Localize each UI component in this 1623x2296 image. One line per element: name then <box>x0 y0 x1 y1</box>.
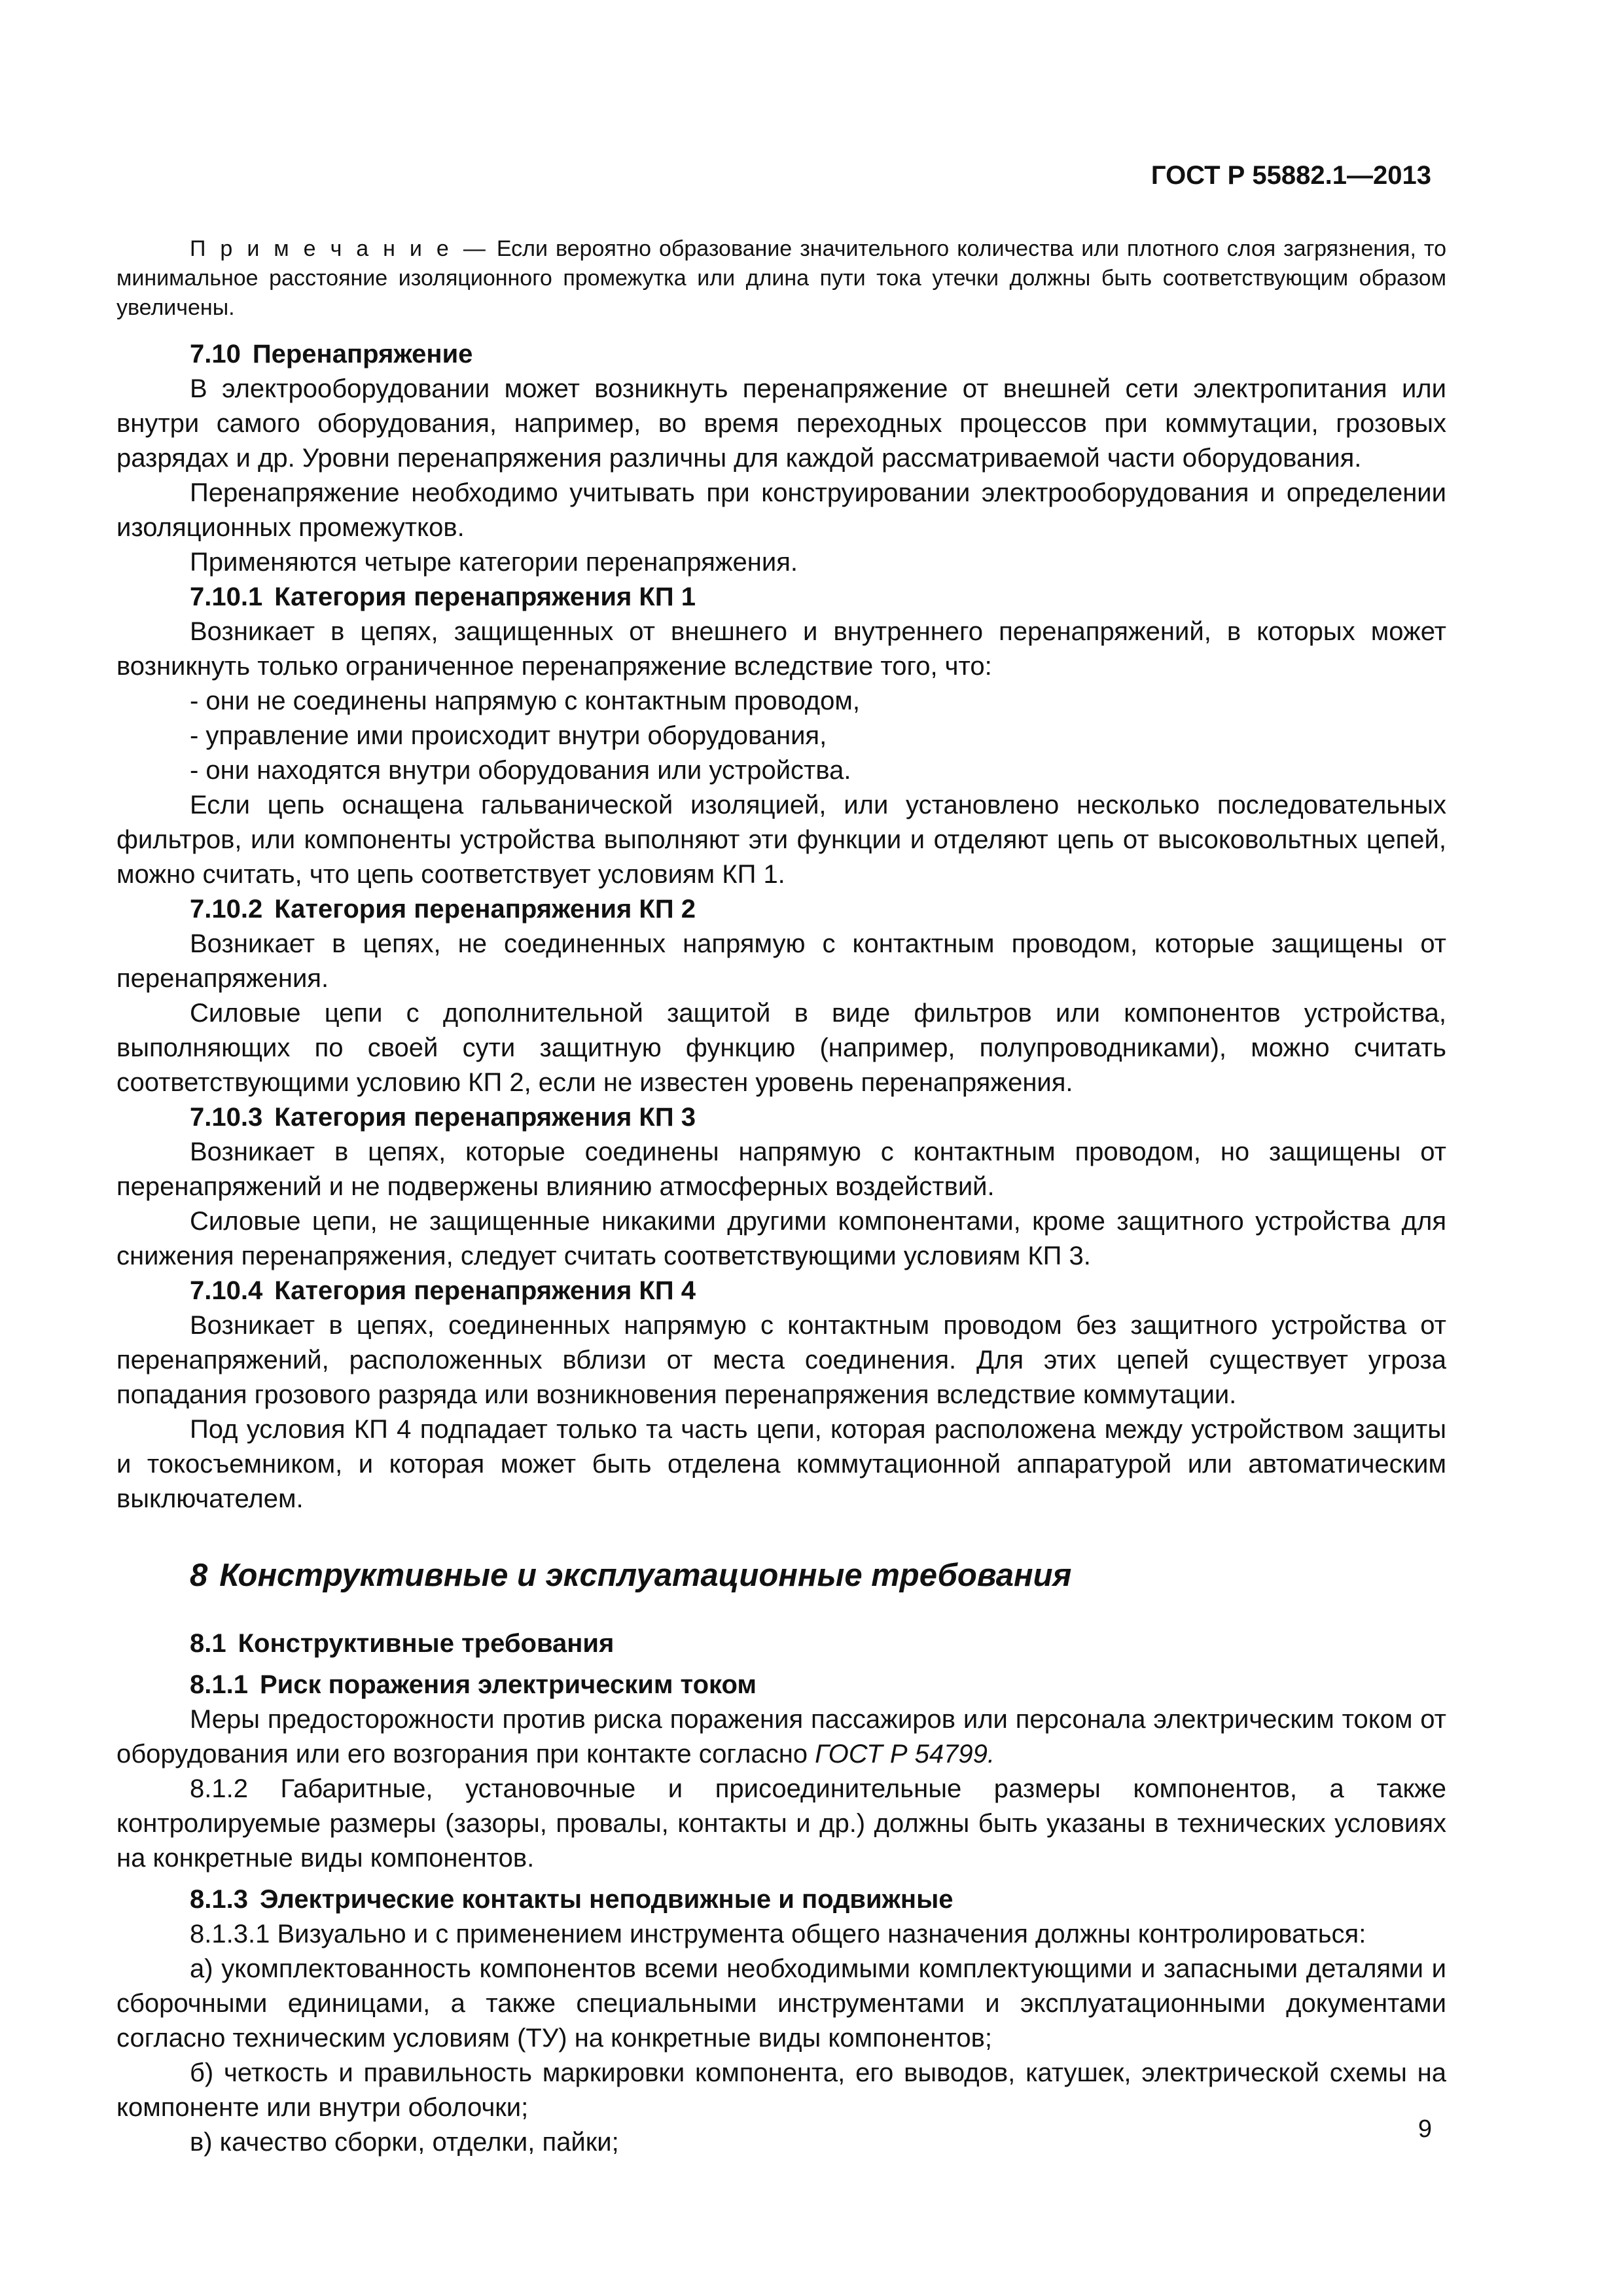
note-label: П р и м е ч а н и е — <box>190 236 489 261</box>
paragraph: В электрооборудовании может возникнуть перенапряжение от внешней сети электропитания или внутри самого оборудования, например, во время переходных процессов при коммутации, грозовых разрядах и др. Уровни перенапряжения различны для каждой рассматриваемой части оборудования. <box>116 374 1446 473</box>
section-number: 8 <box>190 1558 208 1593</box>
page-number: 9 <box>1418 2115 1432 2143</box>
section-7-10-4-heading <box>116 1274 1446 1308</box>
page-content <box>116 234 1446 2160</box>
section-number: 7.10.3 <box>190 1103 263 1132</box>
section-8-1-1-heading <box>116 1668 1446 1702</box>
section-title: Категория перенапряжения КП 3 <box>274 1103 696 1132</box>
paragraph: Силовые цепи, не защищенные никакими другими компонентами, кроме защитного устройства для снижения перенапряжения, следует считать соответствующими условиям КП 3. <box>116 1207 1446 1270</box>
note-text: Если вероятно образование значительного количества или плотного слоя загрязнения, то минимальное расстояние изоляционного промежутка или длина пути тока утечки должны быть соответствующим образом увеличены. <box>116 236 1446 320</box>
section-7-10-3-heading <box>116 1100 1446 1135</box>
section-7-10-1-heading <box>116 580 1446 615</box>
list-item: - они находятся внутри оборудования или устройства. <box>190 756 851 785</box>
section-7-10-2-heading <box>116 892 1446 927</box>
section-title: Конструктивные требования <box>238 1629 615 1658</box>
paragraph: Возникает в цепях, которые соединены напрямую с контактным проводом, но защищены от перенапряжений и не подвержены влиянию атмосферных воздействий. <box>116 1138 1446 1201</box>
section-title: Категория перенапряжения КП 2 <box>274 895 696 924</box>
section-8-1-heading <box>116 1626 1446 1661</box>
section-title: Электрические контакты неподвижные и подвижные <box>259 1885 954 1914</box>
list-item: а) укомплектованность компонентов всеми необходимыми комплектующими и запасными деталями и сборочными единицами, а также специальными инструментами и эксплуатационными документами согласно техническим условиям (ТУ) на конкретные виды компонентов; <box>116 1954 1446 2053</box>
section-number: 7.10.2 <box>190 895 263 924</box>
list-item: - управление ими происходит внутри оборудования, <box>190 721 827 750</box>
paragraph: Возникает в цепях, не соединенных напрямую с контактным проводом, которые защищены от перенапряжения. <box>116 929 1446 993</box>
section-title: Перенапряжение <box>252 340 473 368</box>
paragraph: Силовые цепи с дополнительной защитой в виде фильтров или компонентов устройства, выполняющих по своей сути защитную функцию (например, полупроводниками), можно считать соответствующими условию КП 2, если не известен уровень перенапряжения. <box>116 999 1446 1097</box>
section-8-heading <box>116 1554 1446 1596</box>
paragraph: 8.1.3.1 Визуально и с применением инструмента общего назначения должны контролироваться: <box>190 1920 1366 1948</box>
section-title: Категория перенапряжения КП 1 <box>274 583 696 611</box>
section-number: 8.1.3 <box>190 1885 248 1914</box>
paragraph-text: Меры предосторожности против риска поражения пассажиров или персонала электрическим током от оборудования или его возгорания при контакте согласно <box>116 1705 1446 1768</box>
section-8-1-3-heading <box>116 1882 1446 1917</box>
list-item: в) качество сборки, отделки, пайки; <box>190 2128 619 2157</box>
paragraph: Возникает в цепях, защищенных от внешнего и внутреннего перенапряжений, в которых может возникнуть только ограниченное перенапряжение вследствие того, что: <box>116 617 1446 681</box>
section-title: Категория перенапряжения КП 4 <box>274 1276 696 1305</box>
paragraph: Если цепь оснащена гальванической изоляцией, или установлено несколько последовательных фильтров, или компоненты устройства выполняют эти функции и отделяют цепь от высоковольтных цепей, можно считать, что цепь соответствует условиям КП 1. <box>116 791 1446 889</box>
paragraph: Возникает в цепях, соединенных напрямую с контактным проводом без защитного устройства от перенапряжений, расположенных вблизи от места соединения. Для этих цепей существует угроза попадания грозового разряда или возникновения перенапряжения вследствие коммутации. <box>116 1311 1446 1409</box>
paragraph: Перенапряжение необходимо учитывать при конструировании электрооборудования и определении изоляционных промежутков. <box>116 478 1446 542</box>
section-number: 8.1 <box>190 1629 226 1658</box>
standard-reference: ГОСТ Р 54799. <box>815 1740 995 1768</box>
paragraph <box>116 1702 1446 1772</box>
section-number: 7.10 <box>190 340 241 368</box>
paragraph: Под условия КП 4 подпадает только та часть цепи, которая расположена между устройством защиты и токосъемником, и которая может быть отделена коммутационной аппаратурой или автоматическим выключателем. <box>116 1415 1446 1513</box>
section-number: 8.1.1 <box>190 1670 248 1699</box>
section-title: Риск поражения электрическим током <box>259 1670 757 1699</box>
section-title: Конструктивные и эксплуатационные требования <box>219 1558 1072 1593</box>
document-header: ГОСТ Р 55882.1—2013 <box>1150 161 1431 190</box>
list-item: - они не соединены напрямую с контактным проводом, <box>190 687 860 715</box>
paragraph: 8.1.2 Габаритные, установочные и присоединительные размеры компонентов, а также контролируемые размеры (зазоры, провалы, контакты и др.) должны быть указаны в технических условиях на конкретные виды компонентов. <box>116 1774 1446 1873</box>
list-item: б) четкость и правильность маркировки компонента, его выводов, катушек, электрической схемы на компоненте или внутри оболочки; <box>116 2058 1446 2122</box>
paragraph: Применяются четыре категории перенапряжения. <box>190 548 798 577</box>
note-paragraph <box>116 234 1446 323</box>
section-number: 7.10.4 <box>190 1276 263 1305</box>
section-7-10-heading <box>116 337 1446 372</box>
section-number: 7.10.1 <box>190 583 263 611</box>
